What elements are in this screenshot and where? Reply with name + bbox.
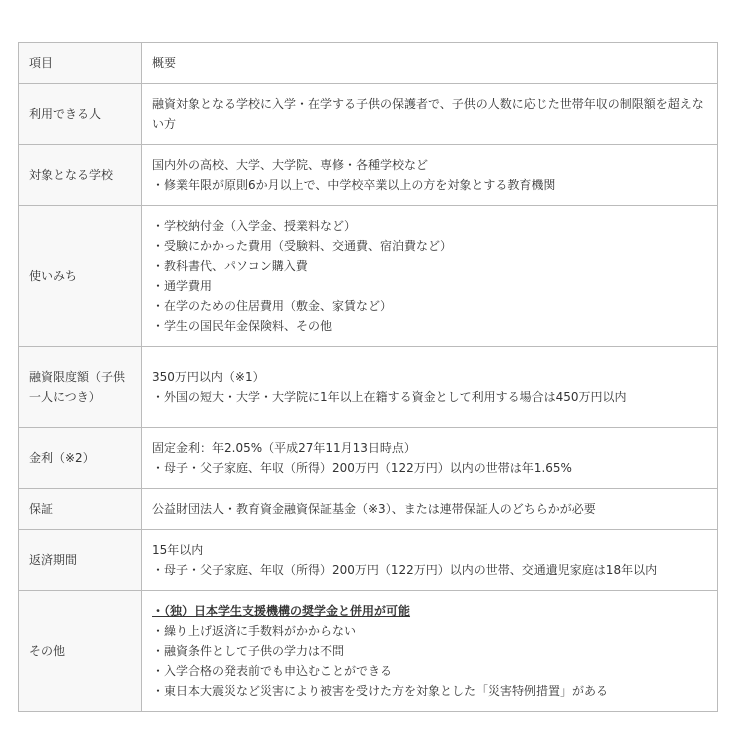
row-line: ・母子・父子家庭、年収（所得）200万円（122万円）以内の世帯、交通遺児家庭は18年以内 [152, 563, 658, 577]
header-key-cell: 項目 [19, 43, 142, 84]
row-line: 固定金利：年2.05%（平成27年11月13日時点） [152, 441, 416, 455]
row-line: 融資対象となる学校に入学・在学する子供の保護者で、子供の人数に応じた世帯年収の制限額を超えない方 [152, 97, 704, 131]
row-label: 返済期間 [19, 530, 142, 591]
row-line: ・融資条件として子供の学力は不問 [152, 644, 345, 658]
row-label: 利用できる人 [19, 84, 142, 145]
row-line: ・外国の短大・大学・大学院に1年以上在籍する資金として利用する場合は450万円以内 [152, 390, 627, 404]
loan-summary-table [18, 42, 718, 712]
row-line: ・教科書代、パソコン購入費 [152, 259, 308, 273]
table-row [19, 347, 718, 428]
row-line: ・修業年限が原則6か月以上で、中学校卒業以上の方を対象とする教育機関 [152, 178, 556, 192]
table-row [19, 206, 718, 347]
row-label: 金利（※2） [19, 428, 142, 489]
row-line: 国内外の高校、大学、大学院、専修・各種学校など [152, 158, 429, 172]
row-content [142, 591, 718, 712]
row-content [142, 489, 718, 530]
row-line: ・学校納付金（入学金、授業料など） [152, 219, 357, 233]
table-row [19, 428, 718, 489]
row-line: 公益財団法人・教育資金融資保証基金（※3）、または連帯保証人のどちらかが必要 [152, 502, 596, 516]
row-line: ・通学費用 [152, 279, 213, 293]
row-content [142, 428, 718, 489]
highlight-line: ・（独）日本学生支援機構の奨学金と併用が可能 [152, 604, 411, 618]
row-line: ・東日本大震災など災害により被害を受けた方を対象とした「災害特例措置」がある [152, 684, 609, 698]
table-row [19, 591, 718, 712]
row-line: ・学生の国民年金保険料、その他 [152, 319, 333, 333]
row-line: ・母子・父子家庭、年収（所得）200万円（122万円）以内の世帯は年1.65% [152, 461, 572, 475]
row-line: 350万円以内（※1） [152, 370, 265, 384]
table-header-row [19, 43, 718, 84]
table-row [19, 84, 718, 145]
row-content [142, 145, 718, 206]
table-row [19, 145, 718, 206]
table-row [19, 489, 718, 530]
row-line: ・受験にかかった費用（受験料、交通費、宿泊費など） [152, 239, 453, 253]
row-label: 保証 [19, 489, 142, 530]
row-content [142, 530, 718, 591]
row-line: 15年以内 [152, 543, 204, 557]
row-label: 対象となる学校 [19, 145, 142, 206]
row-content [142, 206, 718, 347]
row-label: 使いみち [19, 206, 142, 347]
row-line: ・入学合格の発表前でも申込むことができる [152, 664, 393, 678]
row-line: ・繰り上げ返済に手数料がかからない [152, 624, 357, 638]
row-content [142, 84, 718, 145]
row-label: 融資限度額（子供一人につき） [19, 347, 142, 428]
header-value-cell: 概要 [142, 43, 718, 84]
row-content [142, 347, 718, 428]
table-row [19, 530, 718, 591]
row-label: その他 [19, 591, 142, 712]
row-line: ・在学のための住居費用（敷金、家賃など） [152, 299, 393, 313]
